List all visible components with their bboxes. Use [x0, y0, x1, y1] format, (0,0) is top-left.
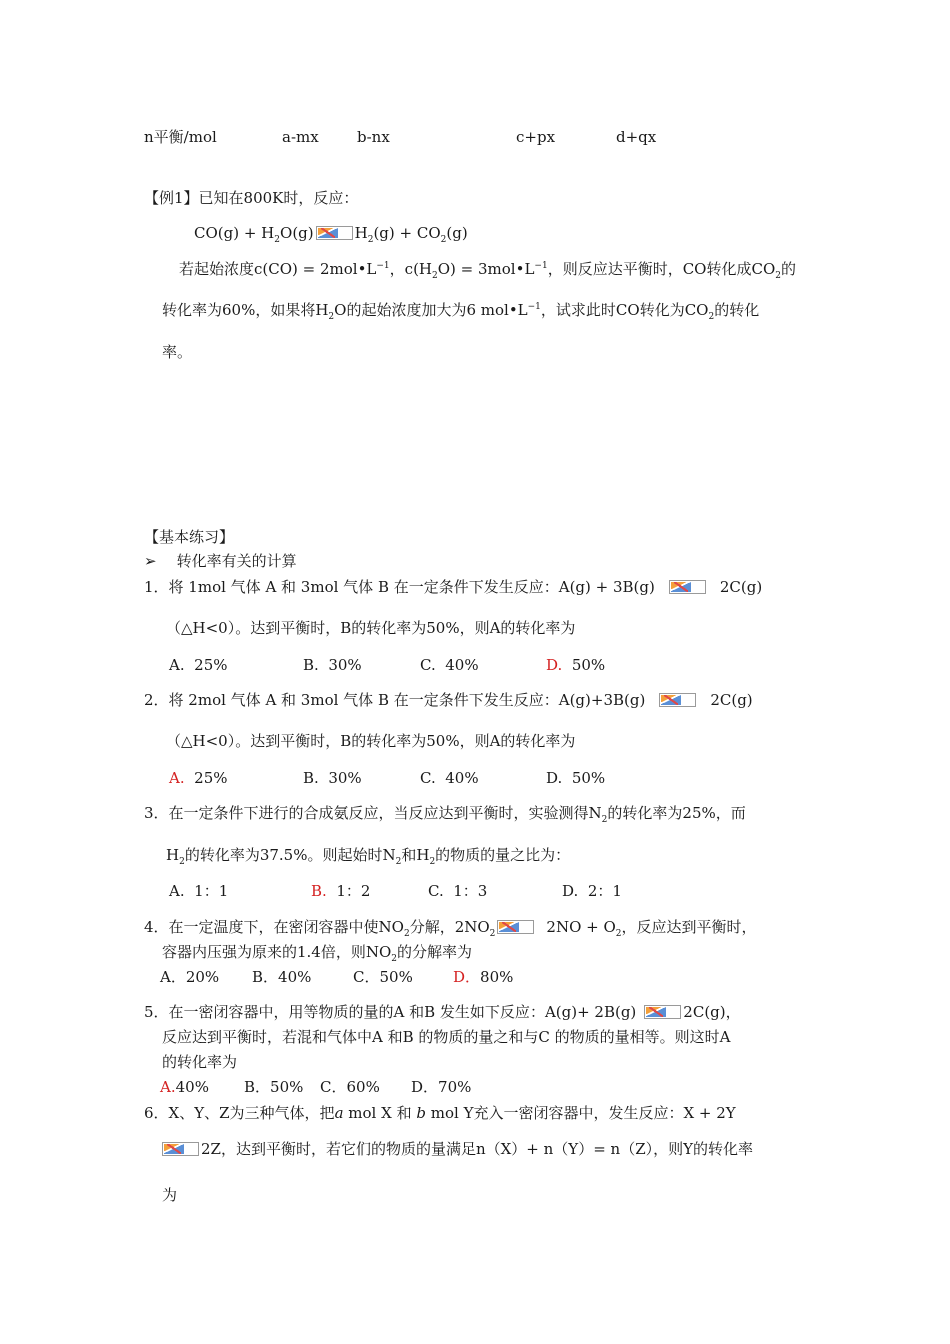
question-1-line2: （△H<0）。达到平衡时，B的转化率为50%，则A的转化率为 [166, 619, 576, 637]
question-2-option-a: A. 25% [169, 769, 228, 787]
question-6-line2: 2Z，达到平衡时，若它们的物质的量满足n（X）+ n（Y）= n（Z），则Y的转化率 [160, 1139, 753, 1159]
equilibrium-arrow-icon [669, 580, 706, 594]
question-3-option-a: A. 1：1 [169, 882, 229, 900]
question-6-line1: 6．X、Y、Z为三种气体，把a mol X 和 b mol Y充入一密闭容器中，发生反应：X + 2Y [144, 1104, 736, 1122]
example-text-line1: 若起始浓度$c(CO) = 2mol•L^{-1}$，$c(H_2O)$ = $3mol•L^{-1}$，则反应达平衡时，CO转化成$CO_2$的 [179, 260, 797, 281]
table-row-label: n平衡/mol [144, 128, 217, 146]
question-2-line2: （△H<0）。达到平衡时，B的转化率为50%，则A的转化率为 [166, 732, 576, 750]
question-6-line3: 为 [162, 1186, 178, 1204]
question-3-option-d: D. 2：1 [562, 882, 622, 900]
practice-title: 【基本练习】 [144, 528, 235, 546]
question-4-option-a: A．20% [160, 968, 220, 986]
question-5-option-b: B．50% [244, 1078, 304, 1096]
practice-subtitle: ➢ 转化率有关的计算 [144, 552, 297, 570]
question-5-line1: 5．在一密闭容器中，用等物质的量的A 和B 发生如下反应：A(g)+ 2B(g) 2C(g)， [144, 1003, 741, 1021]
question-2-line1: 2．将 2mol 气体 A 和 3mol 气体 B 在一定条件下发生反应：A(g)+3B(g) 2C(g) [144, 691, 753, 709]
equilibrium-arrow-icon [162, 1142, 199, 1156]
example-text-line3: 率。 [162, 343, 193, 361]
example-title: 【例1】已知在800K时，反应： [144, 189, 359, 207]
question-4-line1: 4．在一定温度下，在密闭容器中使$NO_2$分解，$2NO_2$ $2NO + O_2$，反应达到平衡时， [144, 918, 757, 939]
question-4-option-c: C．50% [353, 968, 413, 986]
question-1-option-a: A. 25% [169, 656, 228, 674]
equilibrium-arrow-icon [659, 693, 696, 707]
question-2-option-d: D. 50% [546, 769, 606, 787]
table-cell-d: d+qx [616, 128, 657, 146]
table-cell-a: a-mx [282, 128, 319, 146]
example-text-line2: 转化率为60%，如果将$H_2O$的起始浓度加大为6 $mol•L^{-1}$，试求此时CO转化为$CO_2$的转化 [162, 301, 760, 322]
question-4-line2: 容器内压强为原来的1.4倍，则$NO_2$的分解率为 [162, 943, 473, 964]
question-3-line2: $H_2$的转化率为37.5%。则起始时$N_2$和$H_2$的物质的量之比为： [166, 846, 571, 867]
arrow-bullet-icon: ➢ [144, 552, 157, 570]
question-3-option-c: C. 1：3 [428, 882, 488, 900]
question-5-line2: 反应达到平衡时，若混和气体中A 和B 的物质的量之和与C 的物质的量相等。则这时A [162, 1028, 731, 1046]
question-5-option-a: A.40% [160, 1078, 209, 1096]
example-reaction: $CO(g) + H_2O(g)$ $H_2(g) + CO_2(g)$ [194, 224, 468, 245]
question-5-option-c: C．60% [320, 1078, 380, 1096]
question-1-option-c: C. 40% [420, 656, 479, 674]
question-1-option-b: B. 30% [303, 656, 362, 674]
question-4-option-b: B．40% [252, 968, 312, 986]
question-3-line1: 3．在一定条件下进行的合成氨反应，当反应达到平衡时，实验测得$N_2$的转化率为25%，而 [144, 804, 746, 825]
question-5-option-d: D．70% [411, 1078, 472, 1096]
equilibrium-arrow-icon [497, 920, 534, 934]
equilibrium-arrow-icon [316, 226, 353, 240]
table-cell-b: b-nx [357, 128, 390, 146]
question-2-option-b: B. 30% [303, 769, 362, 787]
question-1-line1: 1．将 1mol 气体 A 和 3mol 气体 B 在一定条件下发生反应：A(g) + 3B(g) 2C(g) [144, 578, 763, 596]
question-3-option-b: B. 1：2 [311, 882, 371, 900]
question-2-option-c: C. 40% [420, 769, 479, 787]
table-cell-c: c+px [516, 128, 556, 146]
equilibrium-arrow-icon [644, 1005, 681, 1019]
question-1-option-d: D. 50% [546, 656, 606, 674]
question-4-option-d: D．80% [453, 968, 514, 986]
question-5-line3: 的转化率为 [162, 1053, 238, 1071]
